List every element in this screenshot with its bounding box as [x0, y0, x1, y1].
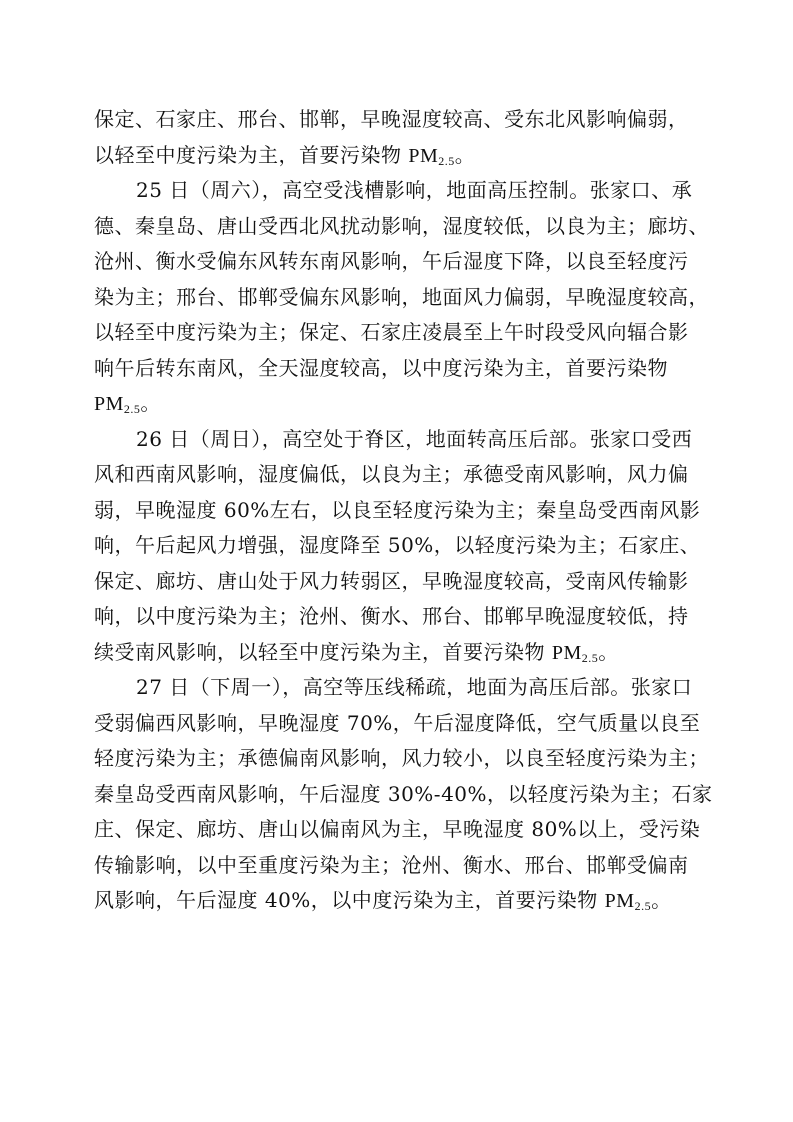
text-line: 风影响，午后湿度 40%，以中度污染为主，首要污染物 $PM_{2.5}$。 — [94, 888, 672, 913]
text-line: 保定、石家庄、邢台、邯郸，早晚湿度较高、受东北风影响偏弱， — [94, 107, 689, 131]
text-line: 续受南风影响，以轻至中度污染为主，首要污染物 $PM_{2.5}$。 — [94, 639, 619, 665]
text-line: 以轻至中度污染为主，首要污染物 $PM_{2.5}$。 — [94, 142, 476, 168]
text-line: 弱，早晚湿度 60%左右，以良至轻度污染为主；秦皇岛受西南风影 — [94, 497, 701, 522]
forecast-text-body — [94, 102, 713, 919]
text-line: 受弱偏西风影响，早晚湿度 70%，午后湿度降低，空气质量以良至 — [94, 710, 701, 735]
text-line: 轻度污染为主；承德偏南风影响，风力较小，以良至轻度污染为主； — [94, 746, 709, 770]
text-line: 染为主；邢台、邯郸受偏东风影响，地面风力偏弱，早晚湿度较高， — [94, 284, 709, 309]
text-line: 庄、保定、廊坊、唐山以偏南风为主，早晚湿度 80%以上，受污染 — [94, 817, 701, 841]
text-line: 秦皇岛受西南风影响，午后湿度 30%-40%，以轻度污染为主；石家 — [94, 781, 713, 806]
paragraph-25-line: 25 日（周六），高空受浅槽影响，地面高压控制。张家口、承 — [136, 178, 693, 202]
paragraph-26-line: 26 日（周日），高空处于脊区，地面转高压后部。张家口受西 — [136, 426, 693, 451]
pm25-text: $PM_{2.5}$ — [94, 393, 141, 416]
text-line: 德、秦皇岛、唐山受西北风扰动影响，湿度较低，以良为主；廊坊、 — [94, 213, 709, 238]
text-line: 风和西南风影响，湿度偏低，以良为主；承德受南风影响，风力偏 — [94, 462, 689, 486]
pm25-text: $PM_{2.5}$ — [604, 890, 652, 913]
text-line: 以轻至中度污染为主；保定、石家庄凌晨至上午时段受风向辐合影 — [94, 320, 689, 344]
pm25-text: $PM_{2.5}$ — [408, 144, 455, 168]
text-line: $PM_{2.5}$。 — [94, 391, 161, 416]
text-line: 响，午后起风力增强，湿度降至 50%，以轻度污染为主；石家庄、 — [94, 533, 701, 557]
text-line: 响，以中度污染为主；沧州、衡水、邢台、邯郸早晚湿度较低，持 — [94, 604, 689, 628]
text-line: 沧州、衡水受偏东风转东南风影响，午后湿度下降，以良至轻度污 — [94, 249, 689, 273]
pm25-text: $PM_{2.5}$ — [551, 641, 599, 665]
text-line: 保定、廊坊、唐山处于风力转弱区，早晚湿度较高，受南风传输影 — [94, 568, 689, 593]
text-line: 传输影响，以中至重度污染为主；沧州、衡水、邢台、邯郸受偏南 — [94, 852, 689, 877]
text-line: 响午后转东南风，全天湿度较高，以中度污染为主，首要污染物 — [94, 355, 668, 380]
paragraph-27-line: 27 日（下周一），高空等压线稀疏，地面为高压后部。张家口 — [136, 675, 693, 699]
